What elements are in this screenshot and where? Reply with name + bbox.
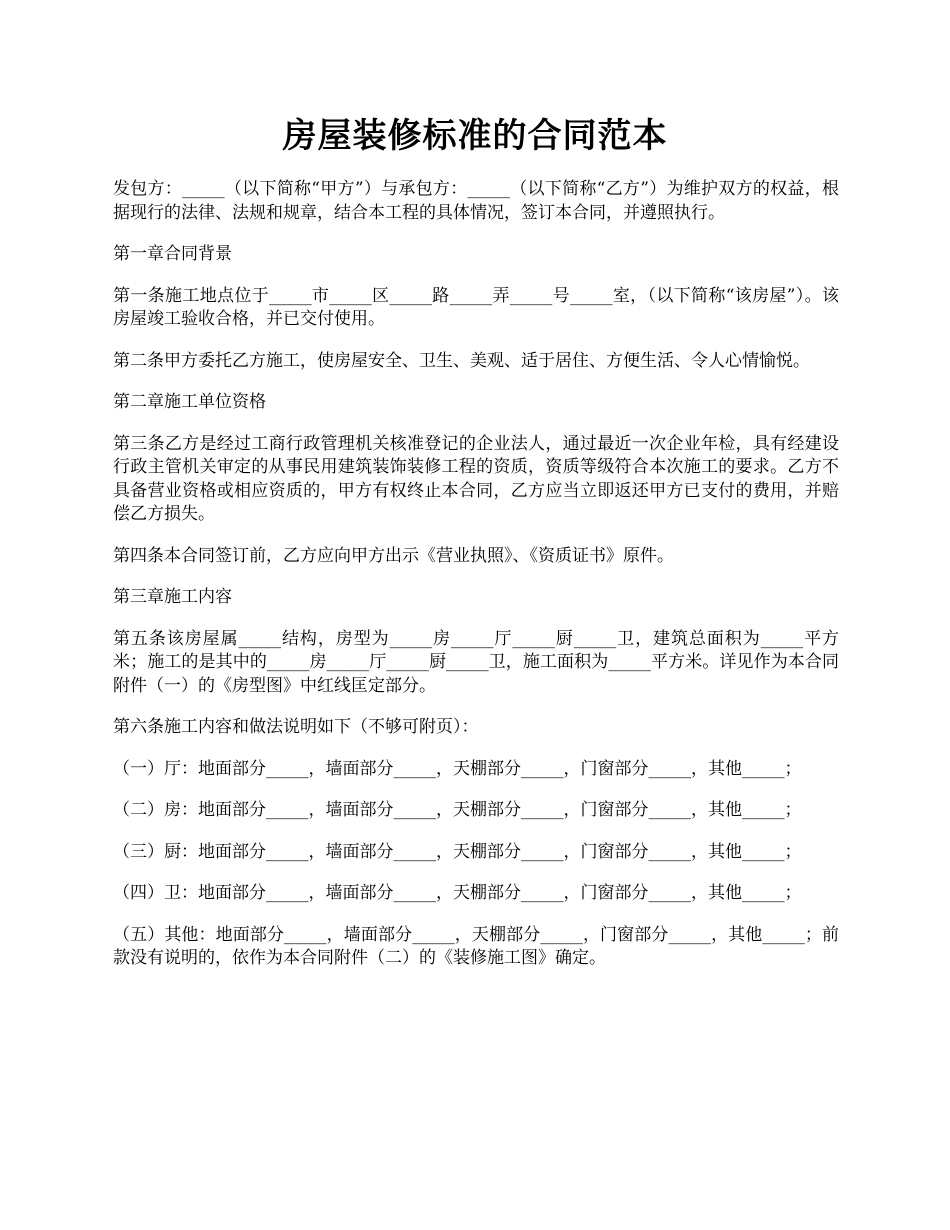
chapter-heading-2: 第二章施工单位资格 <box>113 392 266 412</box>
article-2: 第二条甲方委托乙方施工，使房屋安全、卫生、美观、适于居住、方便生活、令人心情愉悦。 <box>113 350 810 371</box>
chapter-heading-1: 第一章合同背景 <box>113 244 232 264</box>
item-other: （五）其他：地面部分_____，墙面部分_____，天棚部分_____，门窗部分_____，其他_____；前款没有说明的，依作为本合同附件（二）的《装修施工图》确定。 <box>113 924 839 968</box>
paragraph-intro: 发包方：_____（以下简称“甲方”）与承包方：_____（以下简称“乙方”）为维护双方的权益，根据现行的法律、法规和规章，结合本工程的具体情况，签订本合同，并遵照执行。 <box>113 179 839 223</box>
document-title: 房屋装修标准的合同范本 <box>282 116 668 156</box>
article-4: 第四条本合同签订前，乙方应向甲方出示《营业执照》、《资质证书》原件。 <box>113 545 674 566</box>
article-3: 第三条乙方是经过工商行政管理机关核准登记的企业法人，通过最近一次企业年检，具有经建设行政主管机关审定的从事民用建筑装饰装修工程的资质，资质等级符合本次施工的要求。乙方不具备营业资格或相应资质的，甲方有权终止本合同，乙方应当立即返还甲方已支付的费用，并赔偿乙方损失。 <box>113 433 839 524</box>
article-5: 第五条该房屋属_____结构，房型为_____房_____厅_____厨_____卫，建筑总面积为_____平方米；施工的是其中的_____房_____厅_____厨_____卫，施工面积为_____平方米。详见作为本合同附件（一）的《房型图》中红线匡定部分。 <box>113 628 839 696</box>
article-1: 第一条施工地点位于_____市_____区_____路_____弄_____号_____室，（以下简称“该房屋”）。该房屋竣工验收合格，并已交付使用。 <box>113 285 839 329</box>
chapter-heading-3: 第三章施工内容 <box>113 587 232 607</box>
item-bathroom: （四）卫：地面部分_____，墙面部分_____，天棚部分_____，门窗部分_____，其他_____； <box>113 883 802 903</box>
item-room: （二）房：地面部分_____，墙面部分_____，天棚部分_____，门窗部分_____，其他_____； <box>113 800 802 820</box>
document-body <box>113 178 839 989</box>
article-6: 第六条施工内容和做法说明如下（不够可附页）： <box>113 717 479 737</box>
item-kitchen: （三）厨：地面部分_____，墙面部分_____，天棚部分_____，门窗部分_____，其他_____； <box>113 841 802 862</box>
item-hall: （一）厅：地面部分_____，墙面部分_____，天棚部分_____，门窗部分_____，其他_____； <box>113 758 802 779</box>
